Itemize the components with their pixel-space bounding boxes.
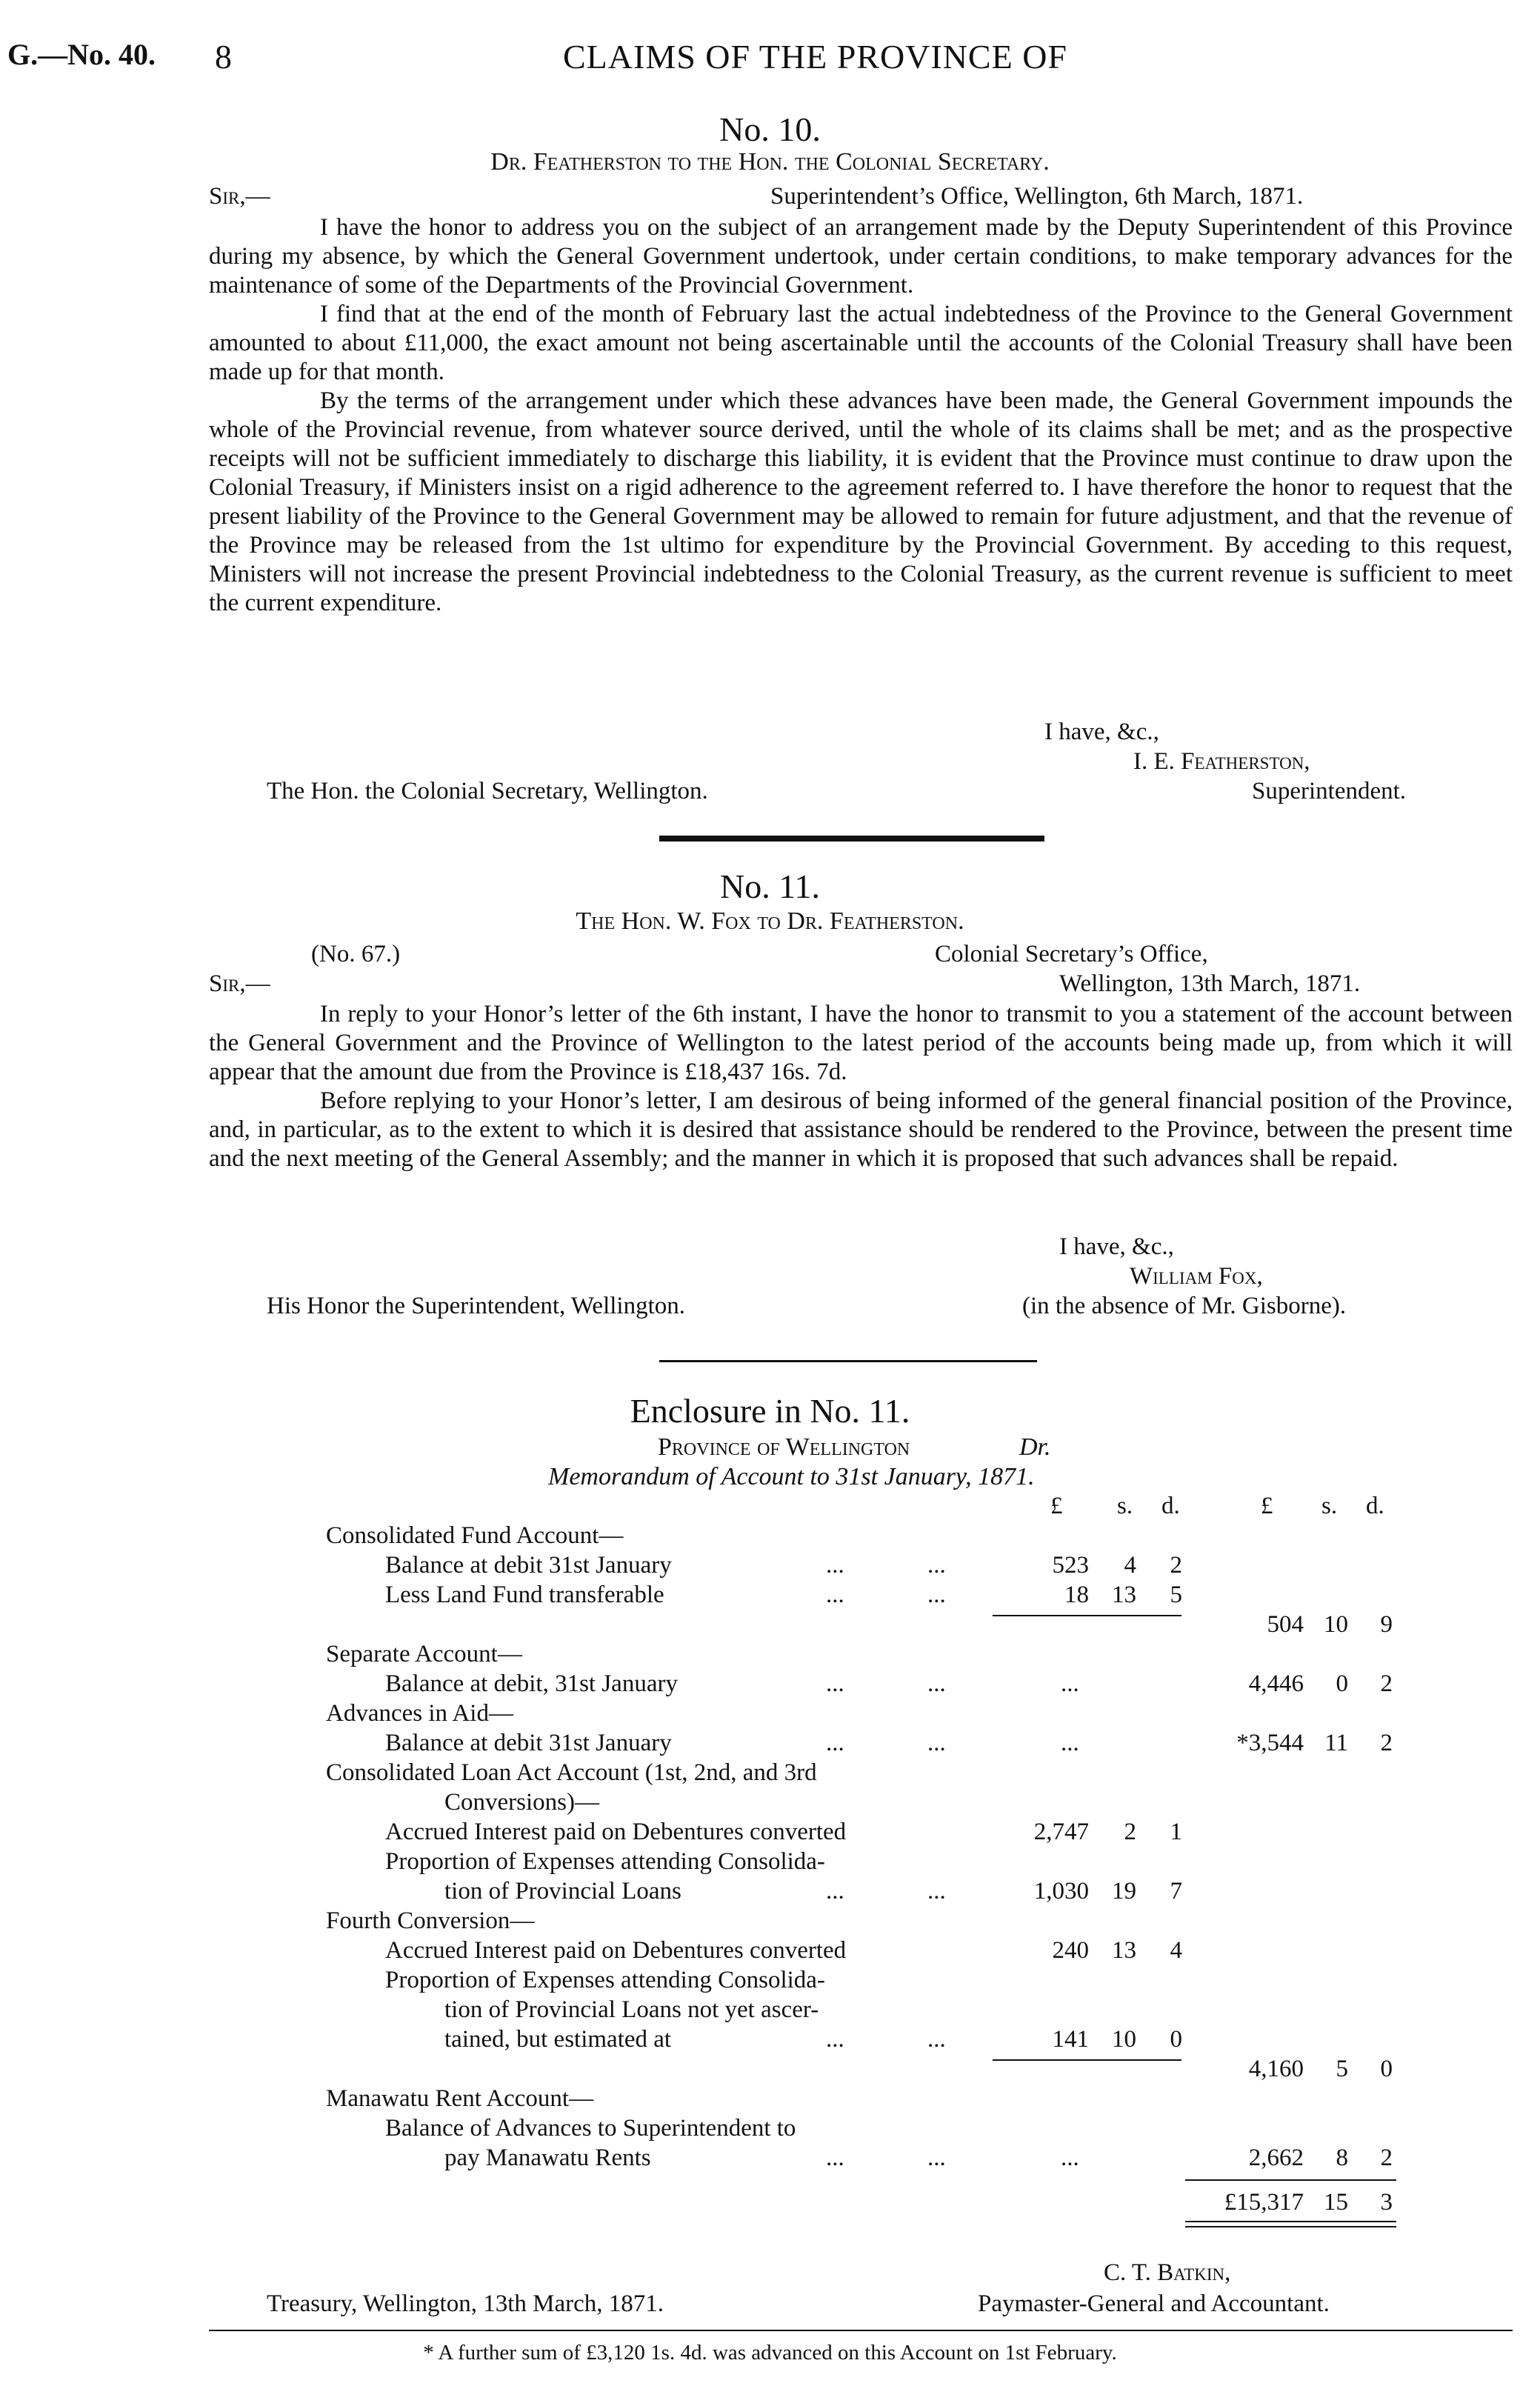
leader-dots: ... (927, 2145, 946, 2171)
letter-10-from-to: Dr. Featherston to the Hon. the Colonial Secretary. (490, 148, 1050, 176)
account-line: Balance at debit 31st January (385, 1552, 672, 1579)
total-pence: 2 (1380, 1730, 1393, 1756)
letter-11-closing: I have, &c., (1059, 1233, 1174, 1260)
leader-dots: ... (826, 1670, 844, 1697)
total-pence: 9 (1380, 1611, 1393, 1638)
account-heading: Consolidated Fund Account— (326, 1522, 624, 1549)
total-pence: 2 (1380, 1670, 1393, 1697)
subtotal-rule (993, 2059, 1181, 2061)
letter-11-paragraph: Before replying to your Honor’s letter, I am desirous of being informed of the general financial position of the Province, and, in particular, as to the extent to which it is desired that assistance should be rendered to the Province, between the present time and the next meeting of the General Assembly; and the manner in which it is proposed that such advances shall be repaid. (209, 1087, 1513, 1172)
letter-11-paragraph: In reply to your Honor’s letter of the 6th instant, I have the honor to transmit to you a statement of the account between the General Government and the Province of Wellington to the latest period of the accounts being made up, from which it will appear that the amount due from the Province is £18,437 16s. 7d. (209, 1001, 1513, 1085)
total-pence: 0 (1380, 2056, 1393, 2082)
account-line: Accrued Interest paid on Debentures converted (385, 1819, 847, 1845)
account-line: Balance of Advances to Superintendent to (385, 2115, 796, 2142)
enclosure-province: Province of Wellington (658, 1433, 910, 1461)
amount-pounds: 240 (1052, 1937, 1089, 1964)
leader-dots: ... (927, 2026, 946, 2053)
amount-pence: 5 (1170, 1582, 1182, 1608)
letter-10-paragraph: I have the honor to address you on the subject of an arrangement made by the Deputy Superintendent of this Province during my absence, by which the General Government undertook, under certain conditions, to make temporary advances for the maintenance of some of the Departments of the Provincial Government. (209, 214, 1513, 299)
account-heading: Separate Account— (326, 1641, 522, 1667)
leader-dots: ... (826, 1582, 844, 1608)
column-header-pounds: £ (1050, 1493, 1063, 1519)
account-heading-continued: Conversions)— (444, 1789, 599, 1816)
column-header-pounds: £ (1261, 1493, 1273, 1519)
account-line-continued: tained, but estimated at (444, 2026, 672, 2053)
letter-11-reference-number: (No. 67.) (311, 941, 401, 967)
footnote-rule (209, 2330, 1513, 2331)
account-line: Balance at debit 31st January (385, 1730, 672, 1756)
total-pounds: 4,446 (1248, 1670, 1304, 1697)
account-heading: Consolidated Loan Act Account (1st, 2nd, and 3rd (326, 1759, 817, 1786)
letter-11-salutation: Sir,— (209, 970, 270, 997)
leader-dots: ... (927, 1730, 946, 1756)
column-header-shillings: s. (1321, 1493, 1338, 1519)
amount-pence: 2 (1170, 1552, 1182, 1579)
leader-dots: ... (826, 2145, 844, 2171)
leader-dots: ... (826, 2026, 844, 2053)
column-header-pence: d. (1366, 1493, 1384, 1519)
leader-dots: ... (927, 1582, 946, 1608)
enclosure-signatory: C. T. Batkin, (1104, 2259, 1231, 2286)
amount-pounds: 18 (1064, 1582, 1089, 1608)
leader-dots: ... (927, 1878, 946, 1905)
amount-pounds: 2,747 (1033, 1819, 1089, 1845)
grand-total-pounds: £15,317 (1224, 2189, 1304, 2216)
total-rule (1185, 2179, 1396, 2181)
letter-10-body (209, 213, 1513, 618)
total-pounds: *3,544 (1236, 1730, 1304, 1756)
amount-pence: 1 (1170, 1819, 1182, 1845)
account-heading: Fourth Conversion— (326, 1907, 535, 1934)
letter-10-paragraph: By the terms of the arrangement under which these advances have been made, the General Government impounds the whole of the Provincial revenue, from whatever source derived, until the whole of its claims shall be met; and as the prospective receipts will not be sufficient immediately to discharge this liability, it is evident that the Province must continue to draw upon the Colonial Treasury, if Ministers insist on a rigid adherence to the agreement referred to. I have therefore the honor to request that the present liability of the Province to the General Government may be allowed to remain for future adjustment, and that the revenue of the Province may be released from the 1st ultimo for expenditure by the Provincial Government. By acceding to this request, Ministers will not increase the present Provincial indebtedness to the Colonial Treasury, as the current revenue is sufficient to meet the current expenditure. (209, 387, 1513, 616)
account-line: Accrued Interest paid on Debentures converted (385, 1937, 847, 1964)
enclosure-memorandum: Memorandum of Account to 31st January, 1871. (548, 1463, 1035, 1490)
account-line-continued: pay Manawatu Rents (444, 2145, 651, 2171)
section-divider (659, 836, 1044, 842)
amount-pounds: 141 (1052, 2026, 1089, 2053)
total-shillings: 5 (1336, 2056, 1348, 2082)
letter-11-from-to: The Hon. W. Fox to Dr. Featherston. (576, 907, 964, 935)
amount-shillings: 13 (1112, 1937, 1136, 1964)
letter-10-salutation: Sir,— (209, 183, 270, 210)
leader-dots: ... (927, 1552, 946, 1579)
page-number: 8 (215, 38, 232, 76)
double-rule (1185, 2221, 1396, 2222)
letter-11-place-date: Wellington, 13th March, 1871. (1059, 970, 1361, 997)
account-line: Proportion of Expenses attending Consolida- (385, 1848, 825, 1875)
amount-pence: 4 (1170, 1937, 1182, 1964)
account-line: Balance at debit, 31st January (385, 1670, 678, 1697)
leader-dots: ... (927, 1670, 946, 1697)
account-line-continued: tion of Provincial Loans (444, 1878, 681, 1905)
account-line: Proportion of Expenses attending Consolida- (385, 1967, 825, 1993)
grand-total-shillings: 15 (1324, 2189, 1348, 2216)
footnote: * A further sum of £3,120 1s. 4d. was advanced on this Account on 1st February. (423, 2341, 1117, 2365)
letter-11-body (209, 1000, 1513, 1173)
subtotal-rule (993, 1615, 1181, 1616)
total-shillings: 10 (1324, 1611, 1348, 1638)
account-line: Less Land Fund transferable (385, 1582, 664, 1608)
letter-11-addressee: His Honor the Superintendent, Wellington. (267, 1293, 685, 1319)
enclosure-dr: Dr. (1019, 1433, 1051, 1461)
enclosure-title: Enclosure in No. 11. (630, 1392, 910, 1430)
amount-pence: 0 (1170, 2026, 1182, 2053)
amount-shillings: 4 (1124, 1552, 1136, 1579)
leader-dots: ... (1061, 1670, 1079, 1697)
letter-11-signatory: William Fox, (1130, 1263, 1263, 1290)
amount-pounds: 1,030 (1033, 1878, 1089, 1905)
total-pounds: 4,160 (1248, 2056, 1304, 2082)
letter-11-office: Colonial Secretary’s Office, (935, 941, 1208, 967)
amount-shillings: 2 (1124, 1819, 1136, 1845)
total-pounds: 2,662 (1248, 2145, 1304, 2171)
enclosure-signatory-title: Paymaster-General and Accountant. (978, 2290, 1330, 2317)
account-heading: Advances in Aid— (326, 1700, 513, 1727)
double-rule (1185, 2226, 1396, 2227)
leader-dots: ... (826, 1552, 844, 1579)
leader-dots: ... (1061, 1730, 1079, 1756)
amount-shillings: 19 (1112, 1878, 1136, 1905)
section-divider (659, 1360, 1037, 1362)
leader-dots: ... (826, 1730, 844, 1756)
document-reference: G.—No. 40. (7, 38, 156, 71)
column-header-shillings: s. (1117, 1493, 1133, 1519)
leader-dots: ... (1061, 2145, 1079, 2171)
total-shillings: 8 (1336, 2145, 1348, 2171)
total-shillings: 11 (1324, 1730, 1348, 1756)
account-heading: Manawatu Rent Account— (326, 2085, 594, 2112)
grand-total-pence: 3 (1380, 2189, 1393, 2216)
letter-10-closing: I have, &c., (1044, 719, 1159, 745)
enclosure-place-date: Treasury, Wellington, 13th March, 1871. (267, 2290, 664, 2317)
account-line-continued: tion of Provincial Loans not yet ascer- (444, 1996, 819, 2023)
letter-10-paragraph: I find that at the end of the month of February last the actual indebtedness of the Province to the General Government amounted to about £11,000, the exact amount not being ascertainable until the accounts of the Colonial Treasury shall have been made up for that month. (209, 301, 1513, 385)
leader-dots: ... (826, 1878, 844, 1905)
amount-pence: 7 (1170, 1878, 1182, 1905)
letter-10-number: No. 10. (719, 110, 821, 148)
amount-pounds: 523 (1052, 1552, 1089, 1579)
letter-10-signatory-title: Superintendent. (1252, 778, 1407, 804)
column-header-pence: d. (1161, 1493, 1180, 1519)
total-pence: 2 (1380, 2145, 1393, 2171)
page-title: CLAIMS OF THE PROVINCE OF (563, 38, 1068, 76)
amount-shillings: 13 (1112, 1582, 1136, 1608)
amount-shillings: 10 (1112, 2026, 1136, 2053)
letter-11-signatory-note: (in the absence of Mr. Gisborne). (1022, 1293, 1347, 1319)
total-pounds: 504 (1267, 1611, 1304, 1638)
letter-11-number: No. 11. (719, 867, 820, 905)
total-shillings: 0 (1336, 1670, 1348, 1697)
letter-10-signatory: I. E. Featherston, (1133, 748, 1310, 775)
letter-10-addressee: The Hon. the Colonial Secretary, Wellington. (267, 778, 708, 804)
letter-10-place-date: Superintendent’s Office, Wellington, 6th March, 1871. (770, 183, 1304, 210)
